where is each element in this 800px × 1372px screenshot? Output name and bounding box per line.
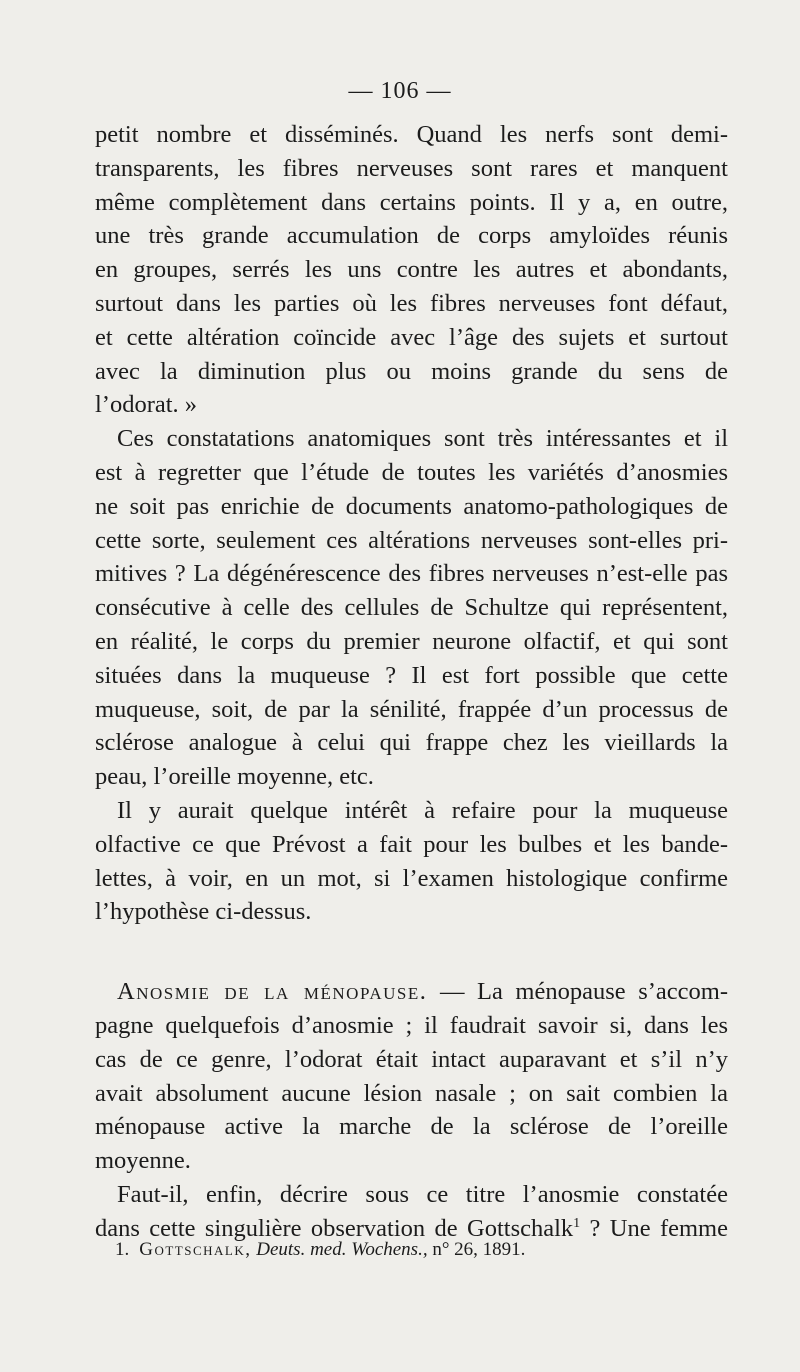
text-line: l’odorat. » xyxy=(95,391,198,419)
text-line: une très grande accumulation de corps amyloïdes réunis xyxy=(95,222,728,250)
section-anosmie-menopause xyxy=(95,975,728,1178)
text-line: même complètement dans certains points. Il y a, en outre, xyxy=(95,188,728,216)
text-line: moyenne. xyxy=(95,1147,191,1175)
text-line: ménopause active la marche de la sclérose de l’oreille xyxy=(95,1113,728,1141)
text-line: cette sorte, seulement ces altérations nerveuses sont-elles pri- xyxy=(95,526,728,554)
text-line: olfactive ce que Prévost a fait pour les bulbes et les bande- xyxy=(95,830,728,858)
text-before-ref: dans cette singulière observation de Gottschalk xyxy=(95,1214,574,1242)
body-text xyxy=(95,118,728,1246)
text-line: Faut-il, enfin, décrire sous ce titre l’anosmie constatée xyxy=(117,1180,728,1208)
text-line: petit nombre et disséminés. Quand les nerfs sont demi- xyxy=(95,121,728,148)
page-number: — 106 — xyxy=(348,78,452,104)
paragraph-3 xyxy=(95,794,728,929)
text-line: l’hypothèse ci-dessus. xyxy=(95,898,312,926)
text-line: avec la diminution plus ou moins grande du sens de xyxy=(95,357,728,385)
text-line: ne soit pas enrichie de documents anatomo-pathologiques de xyxy=(95,492,728,520)
text-line: peau, l’oreille moyenne, etc. xyxy=(95,763,374,791)
footnote xyxy=(115,1238,735,1262)
text-line: cas de ce genre, l’odorat était intact auparavant et s’il n’y xyxy=(95,1045,728,1073)
text-line: Ces constatations anatomiques sont très intéressantes et il xyxy=(117,425,728,453)
text-line: surtout dans les parties où les fibres nerveuses font défaut, xyxy=(95,289,728,317)
text-line: consécutive à celle des cellules de Schultze qui représentent, xyxy=(95,594,728,622)
footnote-reference[interactable]: 1 xyxy=(573,1215,581,1231)
text-line: Il y aurait quelque intérêt à refaire pour la muqueuse xyxy=(117,796,728,824)
text-line xyxy=(95,975,728,1009)
footnote-author: Gottschalk, xyxy=(139,1239,252,1260)
paragraph-1 xyxy=(95,118,728,422)
text-line: est à regretter que l’étude de toutes les variétés d’anosmies xyxy=(95,458,728,486)
text-line: muqueuse, soit, de par la sénilité, frappée d’un processus de xyxy=(95,695,728,723)
text-after-ref: ? Une femme xyxy=(580,1214,728,1242)
footnote-journal: Deuts. med. Wochens., xyxy=(256,1239,428,1260)
text-line: transparents, les fibres nerveuses sont rares et manquent xyxy=(95,154,728,182)
text-line: lettes, à voir, en un mot, si l’examen histologique confirme xyxy=(95,864,728,892)
text-line: sclérose analogue à celui qui frappe chez les vieillards la xyxy=(95,729,728,757)
footnote-number: 1. xyxy=(115,1239,130,1260)
text-line: mitives ? La dégénérescence des fibres nerveuses n’est-elle pas xyxy=(95,560,728,588)
text-line: et cette altération coïncide avec l’âge des sujets et surtout xyxy=(95,323,728,351)
text-line: avait absolument aucune lésion nasale ; on sait combien la xyxy=(95,1079,728,1107)
text-line: pagne quelquefois d’anosmie ; il faudrait savoir si, dans les xyxy=(95,1011,728,1039)
paragraph-final xyxy=(95,1178,728,1246)
footnote-details: n° 26, 1891. xyxy=(432,1239,526,1260)
section-gap xyxy=(95,929,728,975)
section-text-start: — La ménopause s’accom- xyxy=(427,978,728,1006)
text-line: en réalité, le corps du premier neurone olfactif, et qui sont xyxy=(95,627,728,655)
text-line: situées dans la muqueuse ? Il est fort possible que cette xyxy=(95,661,728,689)
section-heading: Anosmie de la ménopause. xyxy=(117,978,428,1006)
paragraph-2 xyxy=(95,422,728,794)
text-line: en groupes, serrés les uns contre les autres et abondants, xyxy=(95,256,728,284)
